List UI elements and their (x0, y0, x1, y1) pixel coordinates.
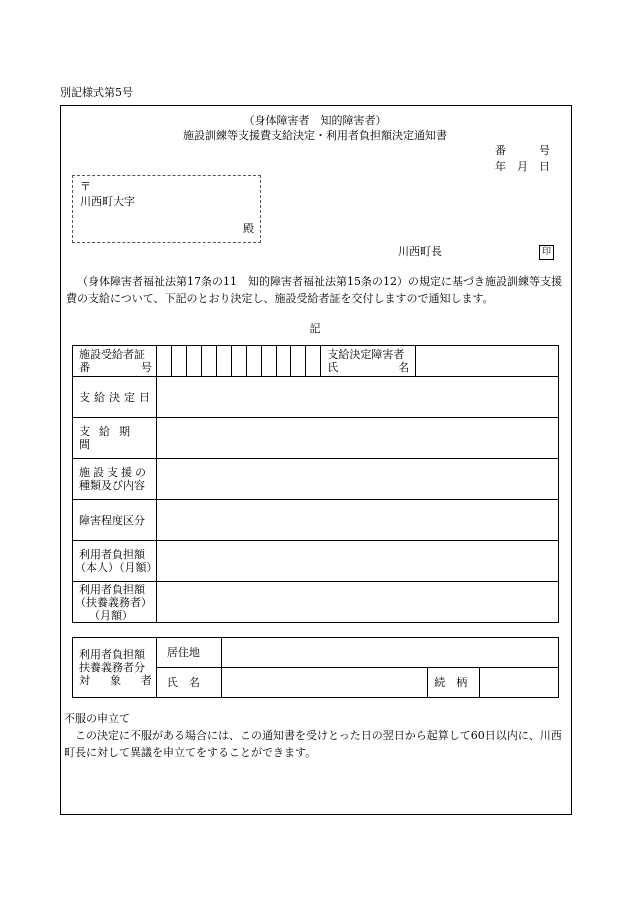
dependent-line2: 扶養義務者分 (79, 661, 145, 674)
support-type-label (73, 459, 157, 500)
dependent-line3 (79, 674, 156, 687)
issuer: 川西町長 (398, 245, 442, 258)
cert-number-line2 (79, 361, 156, 374)
name-value[interactable] (221, 668, 427, 698)
support-type-value[interactable] (156, 459, 558, 500)
decision-date-value[interactable] (156, 377, 558, 418)
name-label (156, 668, 221, 698)
recipient-name-value[interactable] (416, 346, 559, 377)
cert-digit[interactable] (291, 346, 306, 377)
support-burden-label (73, 582, 157, 623)
self-burden-label (73, 541, 157, 582)
disability-level-label (73, 500, 157, 541)
self-burden-line2: （本人）（月額） (75, 561, 158, 574)
period-label (73, 418, 157, 459)
date-label: 年 月 日 (495, 160, 550, 173)
cert-number-go: 号 (140, 361, 152, 374)
recipient-line2 (327, 361, 415, 374)
address-town: 川西町大字 (80, 195, 135, 208)
cert-digit[interactable] (186, 346, 201, 377)
relation-value[interactable] (480, 668, 559, 698)
cert-digit[interactable] (306, 346, 321, 377)
cert-number-ban: 番 (79, 361, 90, 374)
dependent-sha: 者 (140, 674, 152, 687)
recipient-line1: 支給決定障害者 (327, 348, 405, 361)
appeal-text: この決定に不服がある場合には、この通知書を受けとった日の翌日から起算して60日以内に、川西町長に対して異議を申立てをすることができます。 (64, 729, 562, 759)
support-burden-line3: （月額） (89, 608, 133, 622)
name-text: 氏 名 (166, 676, 200, 689)
cert-digit[interactable] (276, 346, 291, 377)
form-number: 別記様式第5号 (60, 86, 133, 99)
decision-table (72, 345, 559, 623)
residence-text: 居住地 (166, 646, 200, 659)
residence-value[interactable] (221, 638, 558, 668)
cert-number-label (73, 346, 157, 377)
postal-mark: 〒 (80, 180, 91, 193)
cert-digit[interactable] (156, 346, 171, 377)
dependent-tai: 対 (79, 674, 90, 687)
residence-label (156, 638, 221, 668)
ki-mark: 記 (309, 322, 321, 335)
appeal-heading: 不服の申立て (64, 712, 130, 725)
cert-digit[interactable] (201, 346, 216, 377)
recipient-mei: 名 (398, 361, 410, 374)
seal-mark: 印 (539, 245, 554, 260)
cert-digit[interactable] (171, 346, 186, 377)
dependent-line1: 利用者負担額 (79, 648, 145, 661)
dependent-label (73, 638, 157, 698)
cert-digit[interactable] (246, 346, 261, 377)
document-title: 施設訓練等支援費支給決定・利用者負担額決定通知書 (183, 129, 447, 142)
decision-date-text: 支給決定日 (79, 390, 154, 404)
disability-level-text: 障害程度区分 (79, 513, 145, 527)
disability-level-value[interactable] (156, 500, 558, 541)
number-label: 番 号 (495, 144, 550, 157)
cert-number-line1: 施設受給者証 (79, 348, 145, 361)
relation-text: 続 柄 (434, 676, 468, 689)
support-burden-line2: （扶養義務者） (75, 595, 152, 609)
recipient-name-label (321, 346, 416, 377)
self-burden-line1: 利用者負担額 (79, 548, 145, 561)
dependent-sho: 象 (109, 674, 121, 687)
period-text: 支給期間 (79, 425, 139, 451)
period-value[interactable] (156, 418, 558, 459)
cert-digit[interactable] (216, 346, 231, 377)
intro-text: （身体障害者福祉法第17条の11 知的障害者福祉法第15条の12）の規定に基づき施設訓練等支援費の支給について、下記のとおり決定し、施設受給者証を交付しますので通知します。 (66, 275, 562, 305)
support-type-line1: 施設支援の (79, 466, 149, 479)
honorific: 殿 (243, 222, 254, 235)
support-burden-value[interactable] (156, 582, 558, 623)
decision-date-label (73, 377, 157, 418)
recipient-shi: 氏 (327, 361, 339, 374)
cert-digit[interactable] (261, 346, 276, 377)
support-burden-line1: 利用者負担額 (79, 582, 145, 596)
dependent-table (72, 637, 559, 698)
support-type-line2: 種類及び内容 (79, 479, 145, 492)
subtitle: （身体障害者 知的障害者） (243, 114, 387, 127)
address-box (72, 175, 261, 243)
relation-label (428, 668, 480, 698)
cert-digit[interactable] (231, 346, 246, 377)
self-burden-value[interactable] (156, 541, 558, 582)
